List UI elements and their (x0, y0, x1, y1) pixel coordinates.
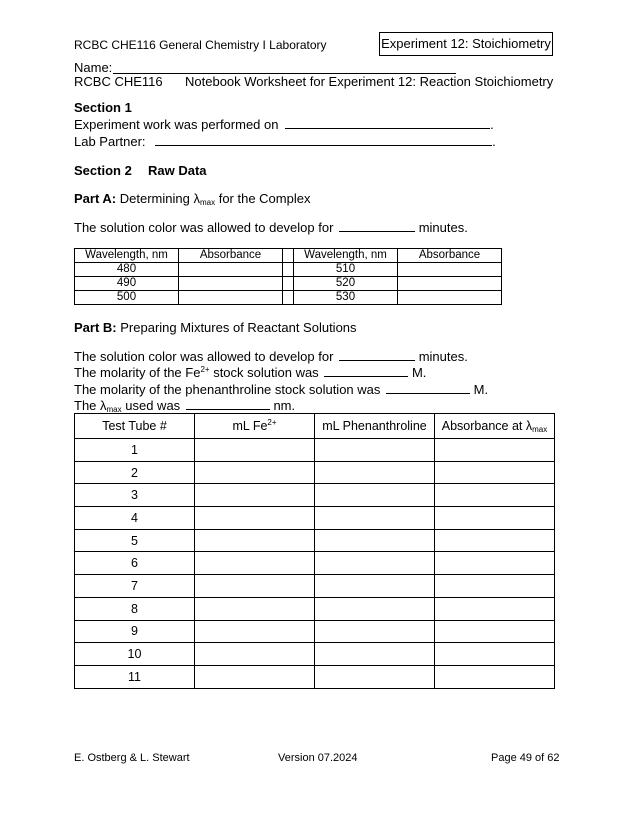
phen-molarity-line: The molarity of the phenanthroline stock solution was M. (74, 382, 489, 397)
table-row (75, 507, 555, 530)
absorbance-cell[interactable] (435, 439, 555, 462)
partA-develop-line: The solution color was allowed to develop for minutes. (74, 220, 468, 235)
ml-phen-cell[interactable] (315, 643, 435, 666)
ml-fe-cell[interactable] (195, 552, 315, 575)
ml-phen-cell[interactable] (315, 575, 435, 598)
tube-number-cell: 4 (75, 507, 195, 530)
section2-title: Raw Data (148, 163, 207, 178)
section1-title: Section 1 (74, 100, 132, 115)
worksheet-course: RCBC CHE116 (74, 74, 163, 89)
wavelength-header-row (75, 249, 502, 263)
phen-molarity-blank[interactable] (386, 381, 470, 394)
ml-phen-cell[interactable] (315, 484, 435, 507)
lambda-max-line: The $\lambda_{max}$ used was nm. (74, 398, 296, 414)
ml-phen-cell[interactable] (315, 665, 435, 688)
absorbance-cell[interactable] (435, 597, 555, 620)
tube-number-cell: 3 (75, 484, 195, 507)
test-tube-header-row (75, 414, 555, 439)
table-row (75, 529, 555, 552)
ml-phen-cell[interactable] (315, 507, 435, 530)
table-row (75, 643, 555, 666)
test-tube-table (74, 413, 555, 689)
absorbance-cell[interactable] (435, 461, 555, 484)
tube-number-cell: 2 (75, 461, 195, 484)
abs-header-2: Absorbance (398, 249, 502, 263)
wl-cell: 520 (294, 277, 398, 291)
abs-cell[interactable] (179, 291, 283, 305)
tube-number-cell: 10 (75, 643, 195, 666)
abs-cell[interactable] (179, 263, 283, 277)
course-header: RCBC CHE116 General Chemistry I Laboratory (74, 38, 327, 52)
ml-fe-cell[interactable] (195, 461, 315, 484)
absorbance-cell[interactable] (435, 507, 555, 530)
abs-cell[interactable] (398, 263, 502, 277)
absorbance-cell[interactable] (435, 620, 555, 643)
header-ml-fe: mL $Fe^{2+}$ (195, 414, 315, 439)
lab-partner-line: Lab Partner: . (74, 134, 496, 149)
ml-fe-cell[interactable] (195, 507, 315, 530)
tube-number-cell: 9 (75, 620, 195, 643)
table-row (75, 461, 555, 484)
header-absorbance: Absorbance at $\lambda_{max}$ (435, 414, 555, 439)
fe-molarity-blank[interactable] (324, 364, 408, 377)
tube-number-cell: 1 (75, 439, 195, 462)
partB-develop-blank[interactable] (339, 348, 415, 361)
wavelength-row (75, 277, 502, 291)
wavelength-row (75, 263, 502, 277)
ml-phen-cell[interactable] (315, 439, 435, 462)
name-label: Name: (74, 60, 113, 75)
table-row (75, 575, 555, 598)
abs-cell[interactable] (179, 277, 283, 291)
partB-label: Part B: (74, 320, 117, 335)
wl-cell: 480 (75, 263, 179, 277)
partA-heading: Part A: Determining $\lambda_{max}$ for the Complex (74, 191, 311, 207)
header-ml-phen: mL Phenanthroline (315, 414, 435, 439)
wl-cell: 490 (75, 277, 179, 291)
wl-cell: 510 (294, 263, 398, 277)
abs-header-1: Absorbance (179, 249, 283, 263)
header-test-tube: Test Tube # (75, 414, 195, 439)
absorbance-cell[interactable] (435, 552, 555, 575)
wl-header-2: Wavelength, nm (294, 249, 398, 263)
wl-cell: 530 (294, 291, 398, 305)
tube-number-cell: 5 (75, 529, 195, 552)
spacer-col (283, 249, 294, 263)
absorbance-cell[interactable] (435, 484, 555, 507)
performed-on-line: Experiment work was performed on . (74, 117, 494, 132)
abs-cell[interactable] (398, 277, 502, 291)
table-row (75, 439, 555, 462)
lab-partner-blank[interactable] (155, 133, 492, 146)
tube-number-cell: 6 (75, 552, 195, 575)
worksheet-title: Notebook Worksheet for Experiment 12: Reaction Stoichiometry (185, 74, 554, 89)
lab-partner-label: Lab Partner: (74, 134, 146, 149)
ml-fe-cell[interactable] (195, 665, 315, 688)
partA-develop-blank[interactable] (339, 219, 415, 232)
footer-version: Version 07.2024 (278, 752, 358, 764)
section2-number: Section 2 (74, 163, 132, 178)
lambda-max-blank[interactable] (186, 397, 270, 410)
ml-phen-cell[interactable] (315, 461, 435, 484)
wl-cell: 500 (75, 291, 179, 305)
table-row (75, 552, 555, 575)
wl-header-1: Wavelength, nm (75, 249, 179, 263)
performed-on-label: Experiment work was performed on (74, 117, 279, 132)
partB-develop-line: The solution color was allowed to develop for minutes. (74, 349, 468, 364)
table-row (75, 484, 555, 507)
fe-molarity-line: The molarity of the $Fe^{2+}$ stock solution was M. (74, 365, 427, 380)
ml-fe-cell[interactable] (195, 643, 315, 666)
absorbance-cell[interactable] (435, 575, 555, 598)
tube-number-cell: 11 (75, 665, 195, 688)
tube-number-cell: 7 (75, 575, 195, 598)
absorbance-cell[interactable] (435, 529, 555, 552)
footer-authors: E. Ostberg & L. Stewart (74, 752, 190, 764)
ml-fe-cell[interactable] (195, 575, 315, 598)
ml-fe-cell[interactable] (195, 484, 315, 507)
ml-phen-cell[interactable] (315, 529, 435, 552)
table-row (75, 620, 555, 643)
experiment-box: Experiment 12: Stoichiometry (379, 32, 553, 56)
ml-fe-cell[interactable] (195, 620, 315, 643)
wavelength-row (75, 291, 502, 305)
table-row (75, 665, 555, 688)
ml-phen-cell[interactable] (315, 552, 435, 575)
footer-page: Page 49 of 62 (491, 752, 560, 764)
partA-label: Part A: (74, 191, 117, 206)
ml-phen-cell[interactable] (315, 620, 435, 643)
absorbance-cell[interactable] (435, 665, 555, 688)
ml-fe-cell[interactable] (195, 597, 315, 620)
tube-number-cell: 8 (75, 597, 195, 620)
test-tube-rows (75, 439, 555, 689)
wavelength-table (74, 248, 502, 305)
absorbance-cell[interactable] (435, 643, 555, 666)
abs-cell[interactable] (398, 291, 502, 305)
performed-on-blank[interactable] (285, 116, 490, 129)
partB-heading: Part B: Preparing Mixtures of Reactant Solutions (74, 320, 357, 335)
ml-fe-cell[interactable] (195, 439, 315, 462)
table-row (75, 597, 555, 620)
ml-fe-cell[interactable] (195, 529, 315, 552)
ml-phen-cell[interactable] (315, 597, 435, 620)
